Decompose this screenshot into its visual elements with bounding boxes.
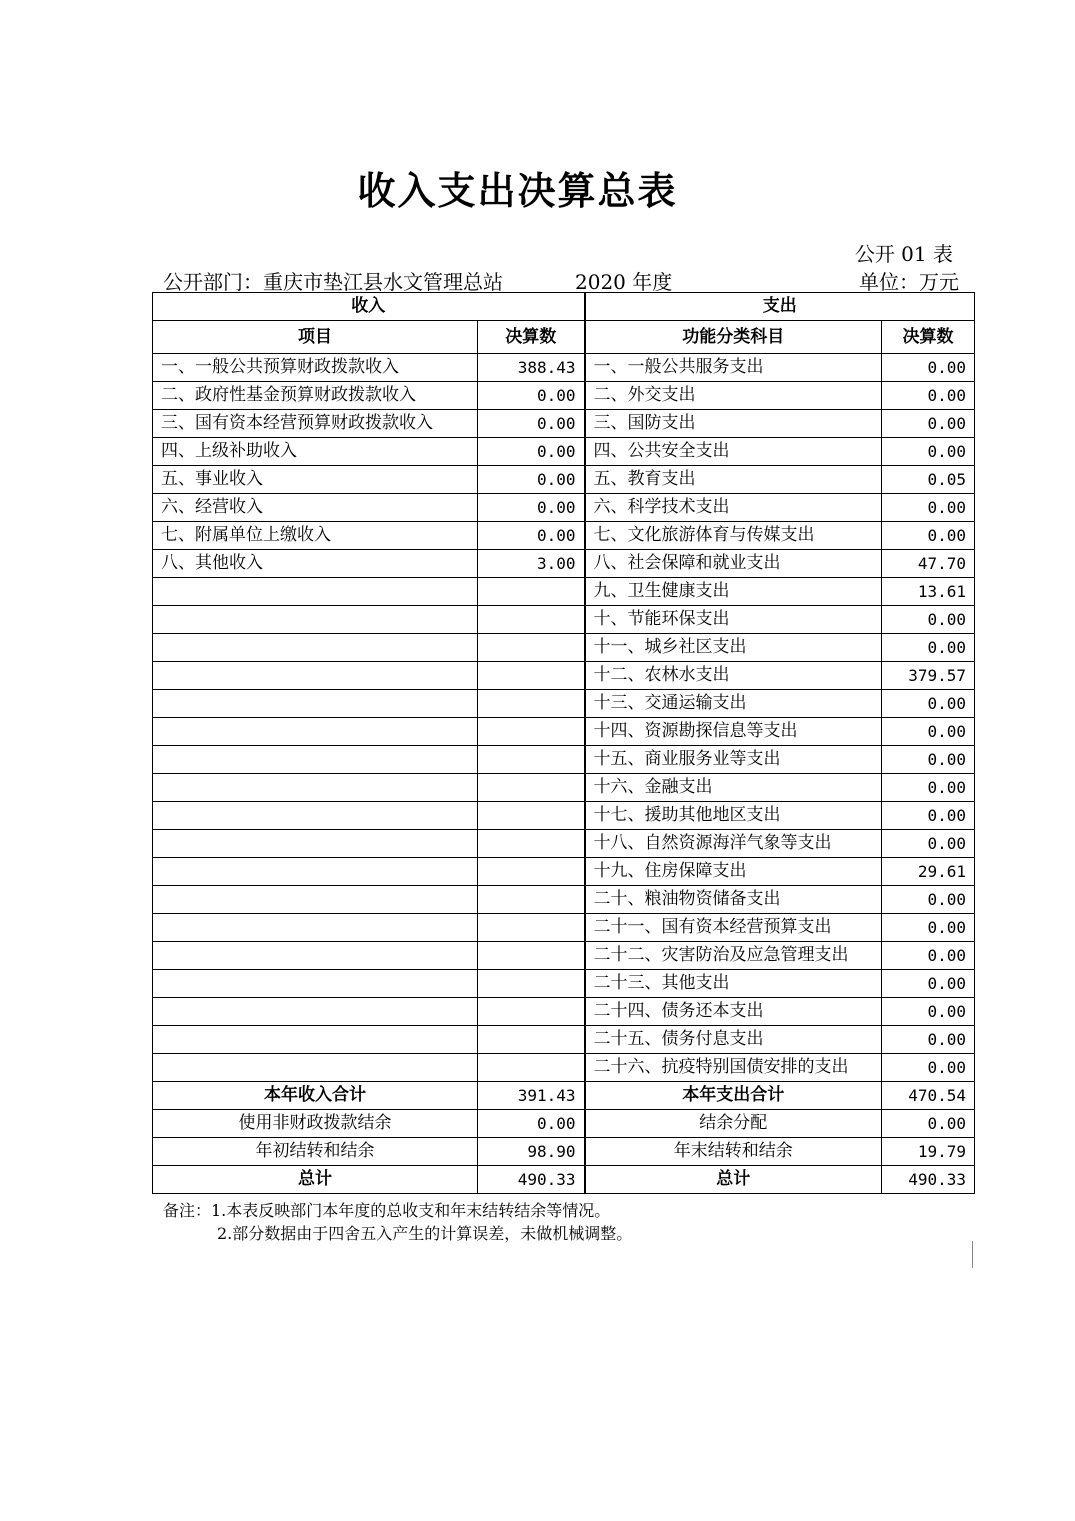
income-item-cell	[153, 998, 478, 1026]
income-item-cell	[153, 606, 478, 634]
income-amount-cell: 388.43	[478, 354, 585, 382]
income-amount-cell	[478, 746, 585, 774]
income-item-cell: 六、经营收入	[153, 494, 478, 522]
expense-item-cell: 一、一般公共服务支出	[585, 354, 882, 382]
table-row	[153, 942, 975, 970]
expense-item-cell: 六、科学技术支出	[585, 494, 882, 522]
income-item-cell	[153, 942, 478, 970]
summary-income-amount: 98.90	[478, 1138, 585, 1166]
income-amount-cell	[478, 998, 585, 1026]
income-amount-cell	[478, 830, 585, 858]
summary-row	[153, 1110, 975, 1138]
income-item-cell: 八、其他收入	[153, 550, 478, 578]
expense-item-cell: 四、公共安全支出	[585, 438, 882, 466]
income-item-cell	[153, 634, 478, 662]
expense-item-cell: 二十二、灾害防治及应急管理支出	[585, 942, 882, 970]
income-item-cell	[153, 578, 478, 606]
expense-amount-cell: 0.00	[882, 606, 975, 634]
income-amount-cell	[478, 774, 585, 802]
expense-item-cell: 七、文化旅游体育与传媒支出	[585, 522, 882, 550]
expense-amount-cell: 47.70	[882, 550, 975, 578]
expense-amount-cell: 0.00	[882, 886, 975, 914]
income-item-cell	[153, 970, 478, 998]
expense-amount-cell: 0.00	[882, 382, 975, 410]
expense-amount-cell: 13.61	[882, 578, 975, 606]
year-label: 2020 年度	[575, 270, 673, 294]
expense-amount-cell: 0.00	[882, 774, 975, 802]
expense-amount-cell: 0.00	[882, 1026, 975, 1054]
unit-label: 单位：万元	[859, 270, 959, 294]
expense-item-cell: 十三、交通运输支出	[585, 690, 882, 718]
income-item-cell: 四、上级补助收入	[153, 438, 478, 466]
summary-expense-label: 总计	[585, 1166, 882, 1194]
expense-item-cell: 二、外交支出	[585, 382, 882, 410]
table-row	[153, 410, 975, 438]
income-amount-cell	[478, 1054, 585, 1082]
expense-item-cell: 九、卫生健康支出	[585, 578, 882, 606]
income-amount-cell: 3.00	[478, 550, 585, 578]
expense-amount-cell: 0.00	[882, 634, 975, 662]
expense-item-cell: 二十一、国有资本经营预算支出	[585, 914, 882, 942]
income-item-cell	[153, 690, 478, 718]
table-row	[153, 606, 975, 634]
income-amount-cell: 0.00	[478, 494, 585, 522]
table-row	[153, 970, 975, 998]
income-expense-table	[152, 292, 975, 1194]
expense-item-cell: 十七、援助其他地区支出	[585, 802, 882, 830]
income-amount-cell: 0.00	[478, 466, 585, 494]
expense-amount-cell: 0.05	[882, 466, 975, 494]
income-item-cell	[153, 802, 478, 830]
expense-amount-cell: 0.00	[882, 942, 975, 970]
income-amount-cell: 0.00	[478, 522, 585, 550]
expense-item-cell: 十二、农林水支出	[585, 662, 882, 690]
table-row	[153, 1026, 975, 1054]
income-amount-cell: 0.00	[478, 382, 585, 410]
summary-expense-amount: 19.79	[882, 1138, 975, 1166]
table-row	[153, 438, 975, 466]
table-row	[153, 522, 975, 550]
income-amount-cell	[478, 914, 585, 942]
income-amount-cell	[478, 886, 585, 914]
income-amount-cell	[478, 970, 585, 998]
table-row	[153, 354, 975, 382]
summary-row	[153, 1082, 975, 1110]
expense-amount-cell: 29.61	[882, 858, 975, 886]
expense-item-cell: 三、国防支出	[585, 410, 882, 438]
income-item-cell	[153, 858, 478, 886]
expense-item-cell: 十、节能环保支出	[585, 606, 882, 634]
table-row	[153, 466, 975, 494]
table-row	[153, 382, 975, 410]
table-row	[153, 634, 975, 662]
income-amount-cell: 0.00	[478, 410, 585, 438]
income-amount-cell	[478, 858, 585, 886]
expense-item-cell: 十六、金融支出	[585, 774, 882, 802]
table-row	[153, 774, 975, 802]
summary-income-label: 本年收入合计	[153, 1082, 478, 1110]
department-label: 公开部门：重庆市垫江县水文管理总站	[163, 270, 503, 294]
table-row	[153, 662, 975, 690]
table-row	[153, 1054, 975, 1082]
income-amount-cell: 0.00	[478, 438, 585, 466]
table-row	[153, 998, 975, 1026]
income-item-cell	[153, 1026, 478, 1054]
expense-item-cell: 二十四、债务还本支出	[585, 998, 882, 1026]
table-row	[153, 718, 975, 746]
income-amount-cell	[478, 578, 585, 606]
expense-amount-cell: 0.00	[882, 830, 975, 858]
expense-item-cell: 十一、城乡社区支出	[585, 634, 882, 662]
section-header-row	[153, 293, 975, 321]
table-row	[153, 858, 975, 886]
column-header-amount: 决算数	[478, 321, 585, 354]
form-number: 公开 01 表	[854, 242, 953, 266]
expense-amount-cell: 0.00	[882, 718, 975, 746]
income-item-cell: 一、一般公共预算财政拨款收入	[153, 354, 478, 382]
summary-row	[153, 1138, 975, 1166]
income-item-cell	[153, 914, 478, 942]
income-amount-cell	[478, 942, 585, 970]
income-amount-cell	[478, 690, 585, 718]
income-item-cell: 二、政府性基金预算财政拨款收入	[153, 382, 478, 410]
summary-income-label: 年初结转和结余	[153, 1138, 478, 1166]
income-amount-cell	[478, 1026, 585, 1054]
summary-income-amount: 0.00	[478, 1110, 585, 1138]
divider	[972, 1241, 973, 1268]
expense-amount-cell: 0.00	[882, 522, 975, 550]
income-item-cell	[153, 662, 478, 690]
table-row	[153, 690, 975, 718]
summary-expense-amount: 490.33	[882, 1166, 975, 1194]
expense-item-cell: 二十六、抗疫特别国债安排的支出	[585, 1054, 882, 1082]
income-item-cell: 三、国有资本经营预算财政拨款收入	[153, 410, 478, 438]
income-amount-cell	[478, 718, 585, 746]
income-item-cell	[153, 1054, 478, 1082]
summary-income-amount: 391.43	[478, 1082, 585, 1110]
table-row	[153, 802, 975, 830]
income-item-cell	[153, 886, 478, 914]
summary-expense-amount: 0.00	[882, 1110, 975, 1138]
column-header-item: 项目	[153, 321, 478, 354]
table-row	[153, 914, 975, 942]
note-line-2: 2.部分数据由于四舍五入产生的计算误差，未做机械调整。	[217, 1224, 633, 1243]
income-amount-cell	[478, 634, 585, 662]
summary-expense-amount: 470.54	[882, 1082, 975, 1110]
expense-item-cell: 十九、住房保障支出	[585, 858, 882, 886]
expense-section-header: 支出	[585, 293, 975, 321]
note-line-1: 备注：1.本表反映部门本年度的总收支和年末结转结余等情况。	[163, 1201, 611, 1220]
income-amount-cell	[478, 606, 585, 634]
table-row	[153, 746, 975, 774]
expense-amount-cell: 0.00	[882, 1054, 975, 1082]
table-row	[153, 578, 975, 606]
summary-row	[153, 1166, 975, 1194]
expense-amount-cell: 0.00	[882, 998, 975, 1026]
expense-amount-cell: 0.00	[882, 690, 975, 718]
income-item-cell	[153, 746, 478, 774]
column-header-row	[153, 321, 975, 354]
expense-amount-cell: 0.00	[882, 746, 975, 774]
table-row	[153, 886, 975, 914]
column-header-function: 功能分类科目	[585, 321, 882, 354]
expense-item-cell: 二十三、其他支出	[585, 970, 882, 998]
summary-expense-label: 结余分配	[585, 1110, 882, 1138]
expense-item-cell: 十四、资源勘探信息等支出	[585, 718, 882, 746]
expense-amount-cell: 0.00	[882, 494, 975, 522]
page-title: 收入支出决算总表	[357, 169, 678, 213]
summary-expense-label: 本年支出合计	[585, 1082, 882, 1110]
summary-income-label: 总计	[153, 1166, 478, 1194]
expense-amount-cell: 0.00	[882, 354, 975, 382]
table-row	[153, 830, 975, 858]
expense-item-cell: 十八、自然资源海洋气象等支出	[585, 830, 882, 858]
expense-amount-cell: 0.00	[882, 410, 975, 438]
income-item-cell	[153, 774, 478, 802]
expense-amount-cell: 0.00	[882, 438, 975, 466]
expense-amount-cell: 0.00	[882, 802, 975, 830]
expense-item-cell: 八、社会保障和就业支出	[585, 550, 882, 578]
table-row	[153, 494, 975, 522]
expense-amount-cell: 379.57	[882, 662, 975, 690]
column-header-amount-expense: 决算数	[882, 321, 975, 354]
summary-income-label: 使用非财政拨款结余	[153, 1110, 478, 1138]
income-item-cell	[153, 830, 478, 858]
income-section-header: 收入	[153, 293, 585, 321]
expense-amount-cell: 0.00	[882, 970, 975, 998]
expense-item-cell: 五、教育支出	[585, 466, 882, 494]
income-item-cell: 五、事业收入	[153, 466, 478, 494]
income-item-cell	[153, 718, 478, 746]
expense-item-cell: 十五、商业服务业等支出	[585, 746, 882, 774]
income-amount-cell	[478, 802, 585, 830]
expense-item-cell: 二十、粮油物资储备支出	[585, 886, 882, 914]
summary-income-amount: 490.33	[478, 1166, 585, 1194]
income-amount-cell	[478, 662, 585, 690]
expense-item-cell: 二十五、债务付息支出	[585, 1026, 882, 1054]
summary-expense-label: 年末结转和结余	[585, 1138, 882, 1166]
table-row	[153, 550, 975, 578]
income-item-cell: 七、附属单位上缴收入	[153, 522, 478, 550]
expense-amount-cell: 0.00	[882, 914, 975, 942]
